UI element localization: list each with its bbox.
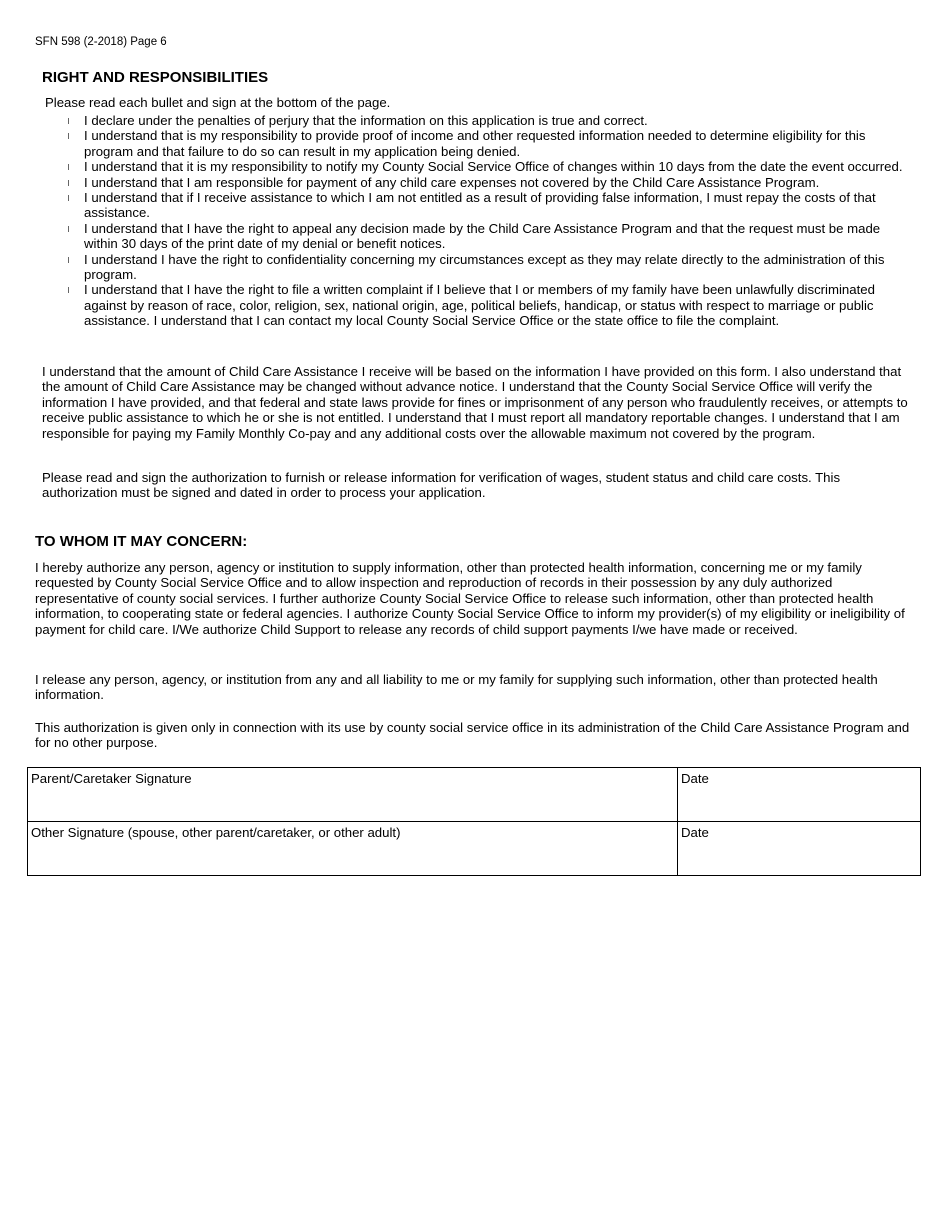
list-item bbox=[84, 221, 916, 252]
other-signature-field[interactable] bbox=[28, 822, 678, 876]
read-and-sign-paragraph: Please read and sign the authorization to furnish or release information for verification of wages, student status and child care costs. This authorization must be signed and dated in order to process your application. bbox=[42, 470, 841, 501]
authorize-paragraph: I hereby authorize any person, agency or institution to supply information, other than protected health information, concerning me or my family requested by County Social Service Office and to allow inspection and reproduction of records in their possession by any duly authorized representative of county social services. I further authorize County Social Service Office to release such information, other than protected health information, to cooperating state or federal agencies. I authorize County Social Service Office to inform my provider(s) of my eligibility or ineligibility of payment for child care. I/We authorize Child Support to release any records of child support payments I/we have made or received. bbox=[35, 560, 905, 637]
list-item bbox=[84, 128, 916, 159]
bullet-icon bbox=[68, 195, 69, 201]
bullet-icon bbox=[68, 287, 69, 293]
table-row bbox=[28, 768, 921, 822]
bullet-text: I understand that I have the right to file a written complaint if I believe that I or members of my family have been unlawfully discriminated against by reason of race, color, religion, sex, national origin, age, political beliefs, handicap, or status with respect to marriage or public assistance. I understand that I can contact my local County Social Service Office or the state office to file the complaint. bbox=[84, 282, 875, 329]
bullet-text: I understand that I am responsible for payment of any child care expenses not covered by the Child Care Assistance Program. bbox=[84, 174, 820, 190]
list-item bbox=[84, 252, 916, 283]
parent-date-field[interactable] bbox=[678, 768, 921, 822]
purpose-paragraph: This authorization is given only in connection with its use by county social service office in its administration of the Child Care Assistance Program and for no other purpose. bbox=[35, 720, 910, 751]
other-date-label: Date bbox=[681, 825, 709, 840]
bullet-icon bbox=[68, 133, 69, 139]
concern-heading: TO WHOM IT MAY CONCERN: bbox=[35, 533, 248, 550]
list-item bbox=[84, 113, 916, 128]
bullet-icon bbox=[68, 118, 69, 124]
list-item bbox=[84, 175, 916, 190]
understand-paragraph: I understand that the amount of Child Care Assistance I receive will be based on the information I have provided on this form. I also understand that the amount of Child Care Assistance may be changed without advance notice. I understand that the County Social Service Office will verify the information I have provided, and that federal and state laws provide for fines or imprisonment of any person who fraudulently receives, or attempts to receive public assistance to which he or she is not entitled. I understand that I must report all mandatory reportable changes. I understand that I am responsible for paying my Family Monthly Co-pay and any additional costs over the allowable maximum not covered by the program. bbox=[42, 364, 908, 441]
parent-signature-field[interactable] bbox=[28, 768, 678, 822]
bullet-text: I understand that is my responsibility to provide proof of income and other requested information needed to determine eligibility for this program and that failure to do so can result in my application being denied. bbox=[84, 128, 866, 159]
list-item bbox=[84, 159, 916, 174]
bullet-text: I understand that if I receive assistance to which I am not entitled as a result of providing false information, I must repay the costs of that assistance. bbox=[84, 190, 876, 221]
bullet-icon bbox=[68, 257, 69, 263]
parent-date-label: Date bbox=[681, 771, 709, 786]
bullet-text: I understand I have the right to confidentiality concerning my circumstances except as they may relate directly to the administration of this program. bbox=[84, 251, 885, 283]
parent-signature-label: Parent/Caretaker Signature bbox=[31, 771, 192, 786]
bullet-icon bbox=[68, 164, 69, 170]
other-date-field[interactable] bbox=[678, 822, 921, 876]
form-id: SFN 598 (2-2018) Page 6 bbox=[35, 36, 167, 48]
signature-table bbox=[27, 767, 921, 876]
release-paragraph: I release any person, agency, or institution from any and all liability to me or my family for supplying such information, other than protected health information. bbox=[35, 672, 878, 703]
list-item bbox=[84, 190, 916, 221]
bullet-text: I declare under the penalties of perjury that the information on this application is true and correct. bbox=[84, 113, 648, 128]
bullet-icon bbox=[68, 226, 69, 232]
rights-bullet-list bbox=[84, 113, 916, 329]
bullet-icon bbox=[68, 180, 69, 186]
bullet-text: I understand that it is my responsibility to notify my County Social Service Office of changes within 10 days from the date the event occurred. bbox=[84, 159, 903, 175]
bullet-text: I understand that I have the right to appeal any decision made by the Child Care Assistance Program and that the request must be made within 30 days of the print date of my denial or benefit notices. bbox=[84, 220, 881, 252]
list-item bbox=[84, 282, 916, 328]
rights-intro: Please read each bullet and sign at the bottom of the page. bbox=[45, 95, 391, 110]
table-row bbox=[28, 822, 921, 876]
rights-heading: RIGHT AND RESPONSIBILITIES bbox=[42, 69, 269, 86]
other-signature-label: Other Signature (spouse, other parent/caretaker, or other adult) bbox=[31, 825, 401, 840]
